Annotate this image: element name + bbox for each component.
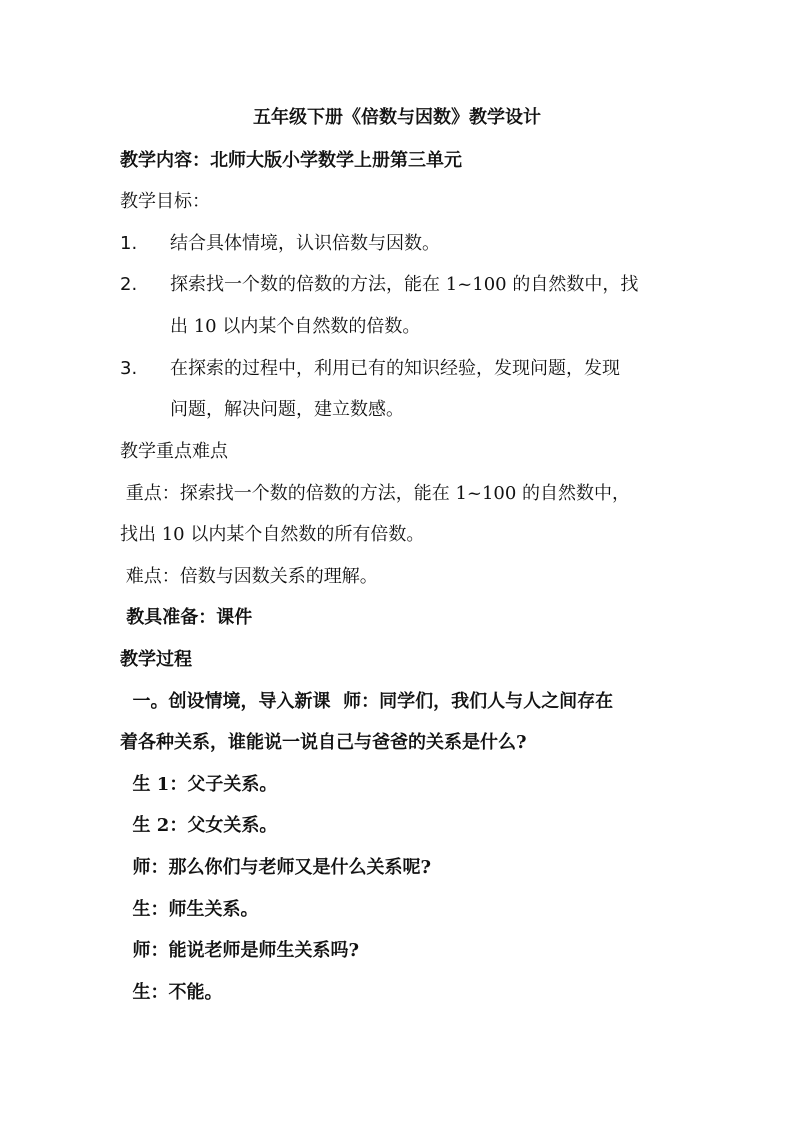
objective-number: 1. xyxy=(120,233,138,254)
objectives-heading: 教学目标： xyxy=(120,191,210,212)
objective-text: 结合具体情境，认识倍数与因数。 xyxy=(170,233,440,254)
objective-text: 探索找一个数的倍数的方法，能在 1~100 的自然数中，找 xyxy=(170,274,639,295)
keypoint-text: 重点：探索找一个数的倍数的方法，能在 1~100 的自然数中， xyxy=(120,483,631,504)
difficulty-text: 难点：倍数与因数关系的理解。 xyxy=(120,566,378,587)
process-line: 生 1：父子关系。 xyxy=(120,774,278,795)
process-line: 生：师生关系。 xyxy=(120,899,259,920)
process-line: 生：不能。 xyxy=(120,982,223,1003)
process-line: 一。创设情境，导入新课 师：同学们，我们人与人之间存在 xyxy=(120,691,614,712)
keypoints-heading: 教学重点难点 xyxy=(120,441,228,462)
process-line: 师：那么你们与老师又是什么关系呢? xyxy=(120,857,432,878)
process-line: 着各种关系，谁能说一说自己与爸爸的关系是什么? xyxy=(120,732,527,753)
document-title: 五年级下册《倍数与因数》教学设计 xyxy=(253,107,541,128)
objective-text: 在探索的过程中，利用已有的知识经验，发现问题，发现 xyxy=(170,358,620,379)
objective-text: 问题，解决问题，建立数感。 xyxy=(170,399,404,420)
process-heading: 教学过程 xyxy=(120,649,192,670)
objective-number: 2. xyxy=(120,274,138,295)
teaching-content: 教学内容：北师大版小学数学上册第三单元 xyxy=(120,150,462,171)
materials-text: 教具准备：课件 xyxy=(120,607,253,628)
objective-text: 出 10 以内某个自然数的倍数。 xyxy=(170,316,421,337)
process-line: 师：能说老师是师生关系吗? xyxy=(120,940,360,961)
process-line: 生 2：父女关系。 xyxy=(120,815,278,836)
keypoint-text: 找出 10 以内某个自然数的所有倍数。 xyxy=(120,524,425,545)
objective-number: 3. xyxy=(120,358,138,379)
